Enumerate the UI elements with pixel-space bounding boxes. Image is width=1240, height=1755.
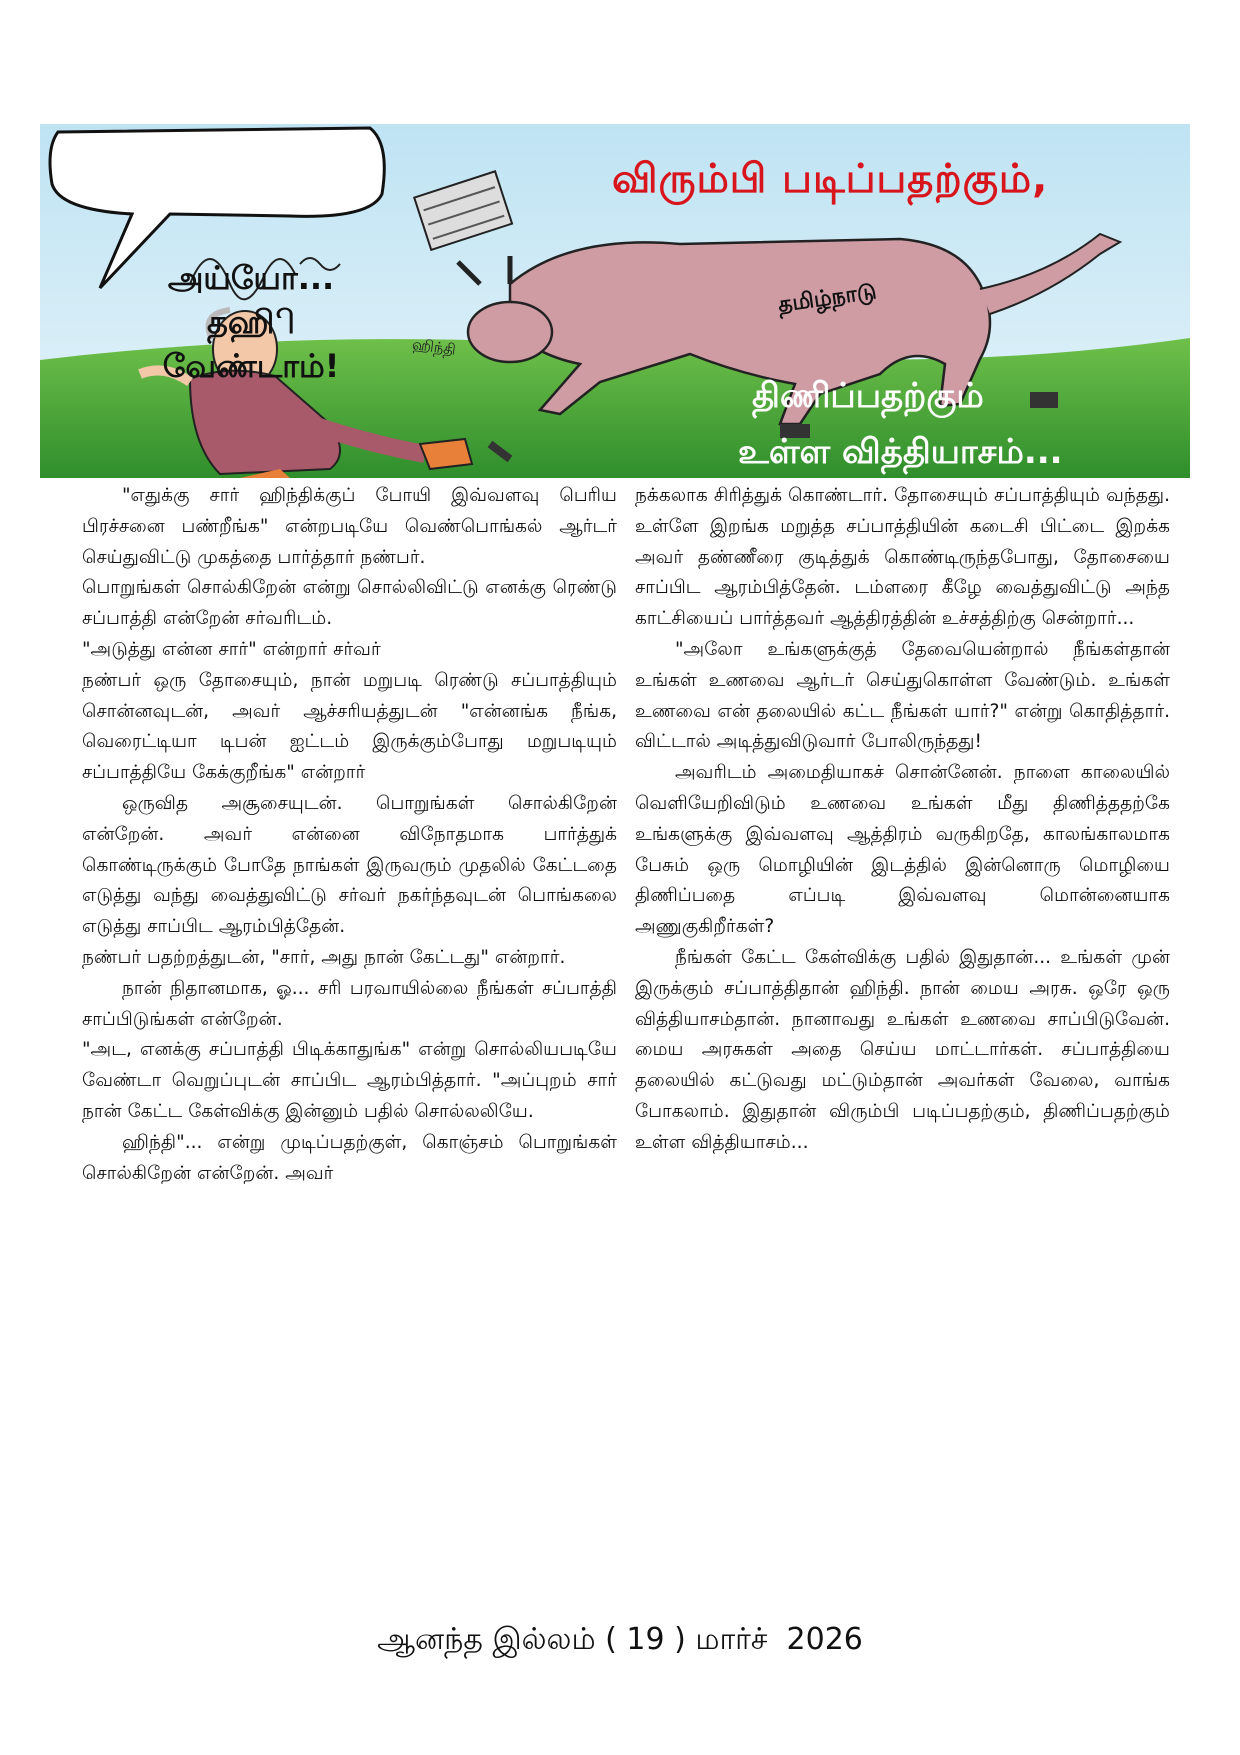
paragraph: பொறுங்கள் சொல்கிறேன் என்று சொல்லிவிட்டு எனக்கு ரெண்டு சப்பாத்தி என்றேன் சர்வரிடம். <box>82 577 617 630</box>
paragraph: நக்கலாக சிரித்துக் கொண்டார். தோசையும் சப்பாத்தியும் வந்தது. உள்ளே இறங்க மறுத்த சப்பாத்தியின் கடைசி பிட்டை இறக்க அவர் தண்ணீரை குடித்துக் கொண்டிருந்தபோது, தோசையை சாப்பிட ஆரம்பித்தேன். டம்ளரை கீழே வைத்துவிட்டு அந்த காட்சியைப் பார்த்தவர் ஆத்திரத்தின் உச்சத்திற்கு சென்றார்... <box>635 485 1170 630</box>
headline-top: விரும்பி படிப்பதற்கும், <box>612 156 1049 202</box>
issue-month: மார்ச் <box>695 1622 768 1657</box>
paragraph: அவரிடம் அமைதியாகச் சொன்னேன். நாளை காலையில் வெளியேறிவிடும் உணவை உங்கள் மீது திணித்ததற்கே உங்களுக்கு இவ்வளவு ஆத்திரம் வருகிறதே, காலங்காலமாக பேசும் ஒரு மொழியின் இடத்தில் இன்னொரு மொழியை திணிப்பதை எப்படி இவ்வளவு மொன்னையாக அணுகுகிறீர்கள்? <box>635 762 1170 938</box>
paragraph: நீங்கள் கேட்ட கேள்விக்கு பதில் இதுதான்... உங்கள் முன் இருக்கும் சப்பாத்திதான் ஹிந்தி. நான் மைய அரசு. ஒரே ஒரு வித்தியாசம்தான். நானாவது உங்கள் உணவை சாப்பிடுவேன். மைய அரசுகள் அதை செய்ய மாட்டார்கள். சப்பாத்தியை தலையில் கட்டுவது மட்டும்தான் அவர்கள் வேலை, வாங்க போகலாம். இதுதான் விரும்பி படிப்பதற்கும், திணிப்பதற்கும் உள்ள வித்தியாசம்... <box>635 946 1170 1153</box>
paragraph: ஒருவித அசூசையுடன். பொறுங்கள் சொல்கிறேன் என்றேன். அவர் என்னை விநோதமாக பார்த்துக் கொண்டிருக்கும் போதே நாங்கள் இருவரும் முதலில் கேட்டதை எடுத்து வந்து வைத்துவிட்டு சர்வர் நகர்ந்தவுடன் பொங்கலை எடுத்து சாப்பிட ஆரம்பித்தேன். <box>82 792 617 938</box>
page-footer <box>300 1622 940 1661</box>
magazine-name: ஆனந்த இல்லம் <box>377 1622 596 1657</box>
paragraph: "அடுத்து என்ன சார்" என்றார் சர்வர் <box>82 638 381 660</box>
headline-bottom-1: திணிப்பதற்கும் <box>752 376 984 416</box>
bubble-line: தஹிி <box>207 303 295 341</box>
issue-year: 2026 <box>786 1622 863 1657</box>
paragraph: "அட, எனக்கு சப்பாத்தி பிடிக்காதுங்க" என்று சொல்லியபடியே வேண்டா வெறுப்புடன் சாப்பிட ஆரம்பித்தார். "அப்புறம் சார் நான் கேட்ட கேள்விக்கு இன்னும் பதில் சொல்லலியே. <box>82 1039 617 1122</box>
page-number: ( 19 ) <box>605 1622 686 1657</box>
paragraph: ஹிந்தி"... என்று முடிப்பதற்குள், கொஞ்சம் பொறுங்கள் சொல்கிறேன் என்றேன். அவர் <box>82 1131 617 1184</box>
headline-bottom-2: உள்ள வித்தியாசம்... <box>738 432 1063 472</box>
paragraph: நண்பர் பதற்றத்துடன், "சார், அது நான் கேட்டது" என்றார். <box>82 946 566 968</box>
article-column-left <box>82 481 617 1189</box>
article-column-right <box>635 481 1170 1159</box>
paragraph: நண்பர் ஒரு தோசையும், நான் மறுபடி ரெண்டு சப்பாத்தியும் சொன்னவுடன், அவர் ஆச்சரியத்துடன் "என்னங்க நீங்க, வெரைட்டியா டிபன் ஐட்டம் இருக்கும்போது மறுபடியும் சப்பாத்தியே கேக்குறீங்க" என்றார் <box>82 669 617 784</box>
bubble-line: வேண்டாம்! <box>162 347 340 385</box>
paragraph: நான் நிதானமாக, ஓ... சரி பரவாயில்லை நீங்கள் சப்பாத்தி சாப்பிடுங்கள் என்றேன். <box>82 977 617 1030</box>
dropped-label: ஹிந்தி <box>411 335 457 359</box>
bull-label: தமிழ்நாடு <box>776 279 878 318</box>
bubble-line: அய்யோ... <box>167 259 335 297</box>
speech-bubble-text <box>86 256 416 388</box>
paragraph: "அலோ உங்களுக்குத் தேவையென்றால் நீங்கள்தான் உங்கள் உணவை ஆர்டர் செய்துகொள்ள வேண்டும். உங்கள் உணவை என் தலையில் கட்ட நீங்கள் யார்?" என்று கொதித்தார். விட்டால் அடித்துவிடுவார் போலிருந்தது! <box>635 638 1170 753</box>
paragraph: "எதுக்கு சார் ஹிந்திக்குப் போயி இவ்வளவு பெரிய பிரச்சனை பண்றீங்க" என்றபடியே வெண்பொங்கல் ஆர்டர் செய்துவிட்டு முகத்தை பார்த்தார் நண்பர். <box>82 485 617 568</box>
